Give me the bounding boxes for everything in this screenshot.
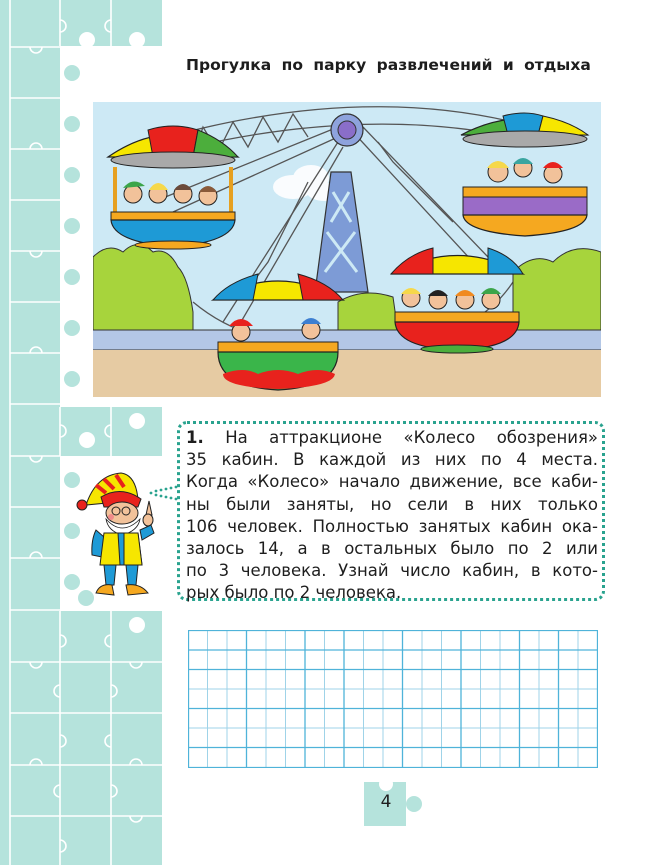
task-line: рых было по 2 человека. <box>186 583 402 603</box>
task-line: 35 кабин. В каждой из них по 4 места. <box>186 450 598 470</box>
task-number: 1. <box>186 428 204 447</box>
task-text <box>186 427 598 605</box>
task-line: 106 человек. Полностью занятых кабин ока- <box>186 516 598 536</box>
task-line: залось 14, а в остальных было по 2 или <box>186 538 598 558</box>
page-number: 4 <box>380 792 392 812</box>
task-line: по 3 человека. Узнай число кабин, в кото- <box>186 561 598 581</box>
task-line: ны были заняты, но сели в них только <box>186 494 598 514</box>
ferris-wheel-illustration <box>93 102 601 397</box>
answer-grid[interactable] <box>188 630 598 768</box>
task-line: Когда «Колесо» начало движение, все каби- <box>186 472 598 492</box>
task-line: 1. На аттракционе «Колесо обозрения» <box>186 428 598 447</box>
page-title: Прогулка по парку развлечений и отдыха <box>186 56 591 74</box>
gnome-character-icon <box>66 465 166 605</box>
